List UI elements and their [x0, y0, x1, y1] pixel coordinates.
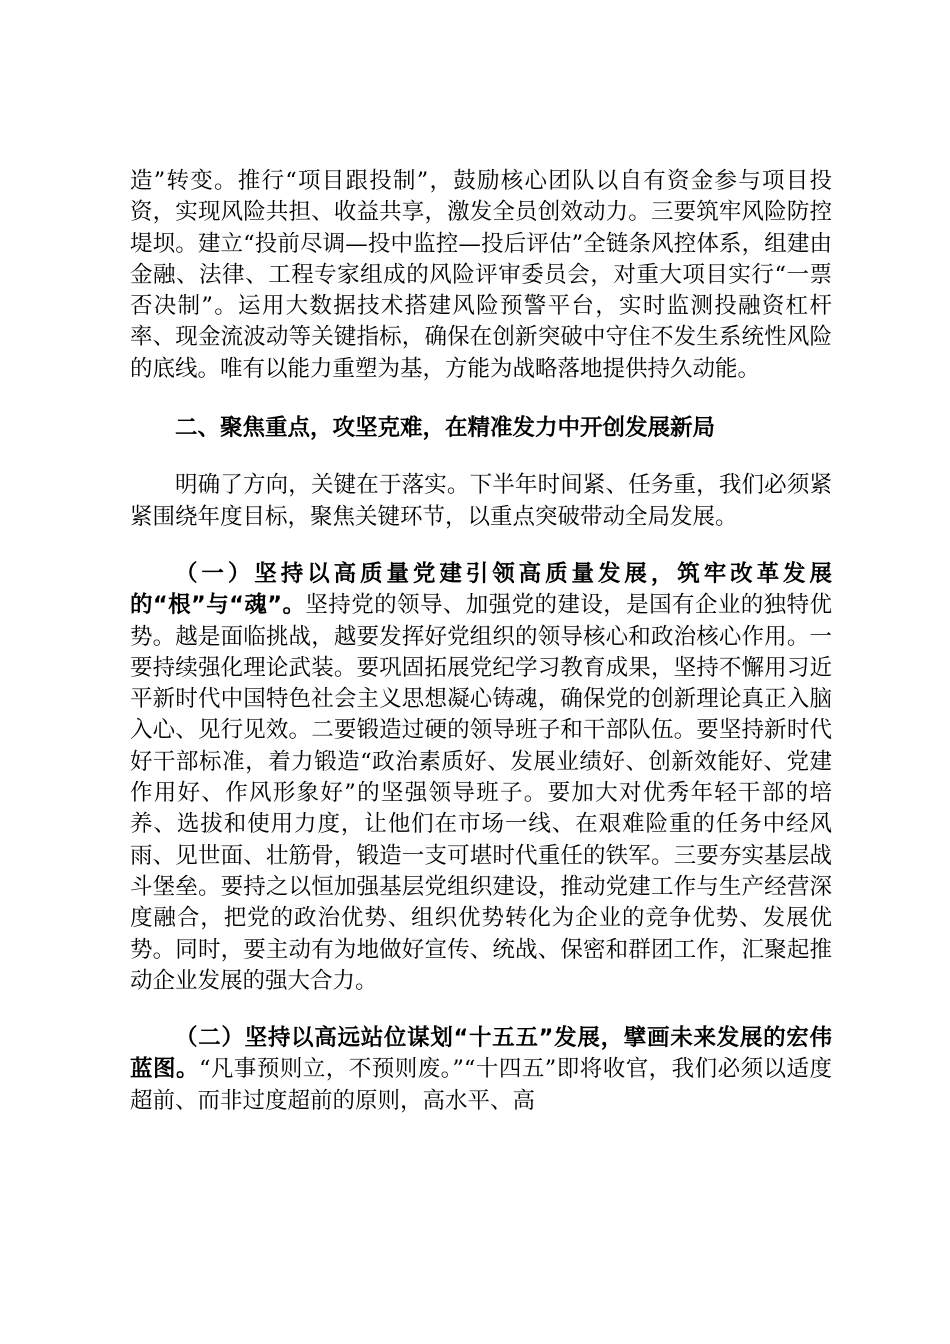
- item-2-title: （二）坚持以高远站位谋划“十五五”发展，擘画未来发展的宏伟蓝图。: [130, 1025, 832, 1083]
- paragraph-intro: 明确了方向，关键在于落实。下半年时间紧、任务重，我们必须紧紧围绕年度目标，聚焦关键环节，以重点突破带动全局发展。: [130, 472, 832, 530]
- paragraph-item-1: [130, 559, 832, 997]
- paragraph-continuation: 造”转变。推行“项目跟投制”，鼓励核心团队以自有资金参与项目投资，实现风险共担、收益共享，激发全员创效动力。三要筑牢风险防控堤坝。建立“投前尽调—投中监控—投后评估”全链条风控体系，组建由金融、法律、工程专家组成的风险评审委员会，对重大项目实行“一票否决制”。运用大数据技术搭建风险预警平台，实时监测投融资杠杆率、现金流波动等关键指标，确保在创新突破中守住不发生系统性风险的底线。唯有以能力重塑为基，方能为战略落地提供持久动能。: [130, 168, 832, 382]
- item-1-title: （一）坚持以高质量党建引领高质量发展，筑牢改革发展的“根”与“魂”。: [130, 560, 832, 619]
- document-page: [130, 166, 832, 1117]
- item-1-body: 坚持党的领导、加强党的建设，是国有企业的独特优势。越是面临挑战，越要发挥好党组织的领导核心和政治核心作用。一要持续强化理论武装。要巩固拓展党纪学习教育成果，坚持不懈用习近平新时代中国特色社会主义思想凝心铸魂，确保党的创新理论真正入脑入心、见行见效。二要锻造过硬的领导班子和干部队伍。要坚持新时代好干部标准，着力锻造“政治素质好、发展业绩好、创新效能好、党建作用好、作风形象好”的坚强领导班子。要加大对优秀年轻干部的培养、选拔和使用力度，让他们在市场一线、在艰难险重的任务中经风雨、见世面、壮筋骨，锻造一支可堪时代重任的铁军。三要夯实基层战斗堡垒。要持之以恒加强基层党组织建设，推动党建工作与生产经营深度融合，把党的政治优势、组织优势转化为企业的竞争优势、发展优势。同时，要主动有为地做好宣传、统战、保密和群团工作，汇聚起推动企业发展的强大合力。: [130, 592, 832, 994]
- item-2-body: “凡事预则立，不预则废。”“十四五”即将收官，我们必须以适度超前、而非过度超前的原则，高水平、高: [130, 1056, 832, 1114]
- section-heading: 二、聚焦重点，攻坚克难，在精准发力中开创发展新局: [175, 415, 716, 442]
- paragraph-item-2: [130, 1023, 832, 1117]
